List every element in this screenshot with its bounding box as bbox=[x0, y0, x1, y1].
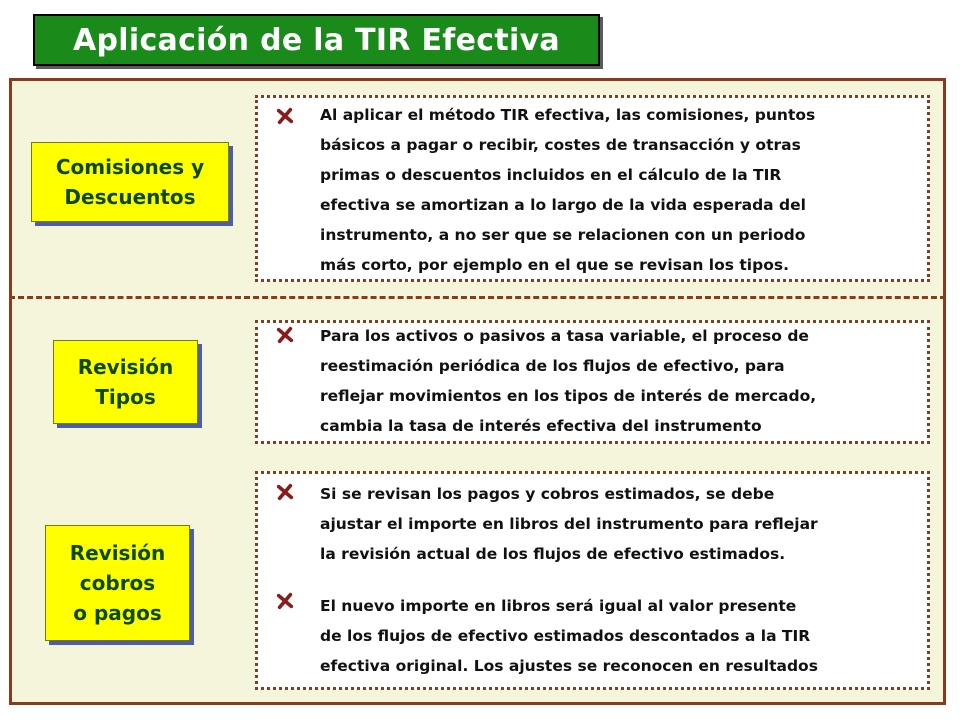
text-line: primas o descuentos incluidos en el cálculo de la TIR bbox=[320, 166, 782, 184]
label-line: Descuentos bbox=[64, 185, 196, 209]
text-line: más corto, por ejemplo en el que se revisan los tipos. bbox=[320, 256, 789, 274]
label-line: Revisión bbox=[69, 541, 166, 565]
text-line: reestimación periódica de los flujos de efectivo, para bbox=[320, 357, 785, 375]
x-mark-icon bbox=[276, 483, 294, 501]
text-line: instrumento, a no ser que se relacionen con un periodo bbox=[320, 226, 806, 244]
text-line: ajustar el importe en libros del instrumento para reflejar bbox=[320, 515, 818, 533]
text-box-revision-cobros bbox=[255, 471, 930, 690]
label-revision-cobros bbox=[45, 525, 190, 641]
text-line: Al aplicar el método TIR efectiva, las comisiones, puntos bbox=[320, 106, 816, 124]
title-banner bbox=[33, 14, 600, 66]
x-mark-icon bbox=[276, 592, 294, 610]
text-line: Si se revisan los pagos y cobros estimados, se debe bbox=[320, 485, 775, 503]
x-mark-icon bbox=[276, 107, 294, 125]
label-line: cobros bbox=[79, 571, 156, 595]
text-box-comisiones bbox=[255, 95, 930, 282]
label-line: Comisiones y bbox=[55, 155, 205, 179]
text-line: básicos a pagar o recibir, costes de transacción y otras bbox=[320, 136, 801, 154]
label-line: Tipos bbox=[95, 385, 156, 409]
bullet-text bbox=[320, 321, 917, 441]
label-line: Revisión bbox=[77, 355, 174, 379]
x-mark-icon bbox=[276, 326, 294, 344]
text-line: de los flujos de efectivo estimados descontados a la TIR bbox=[320, 627, 811, 645]
label-revision-tipos bbox=[53, 340, 198, 424]
page-title: Aplicación de la TIR Efectiva bbox=[73, 22, 560, 58]
text-line: cambia la tasa de interés efectiva del instrumento bbox=[320, 417, 762, 435]
bullet-text bbox=[320, 591, 917, 681]
label-line: o pagos bbox=[73, 601, 162, 625]
text-line: reflejar movimientos en los tipos de interés de mercado, bbox=[320, 387, 817, 405]
section-divider bbox=[9, 296, 946, 299]
text-line: la revisión actual de los flujos de efectivo estimados. bbox=[320, 545, 786, 563]
bullet-text bbox=[320, 100, 917, 280]
text-line: efectiva se amortizan a lo largo de la vida esperada del bbox=[320, 196, 806, 214]
text-line: efectiva original. Los ajustes se reconocen en resultados bbox=[320, 657, 818, 675]
text-line: El nuevo importe en libros será igual al valor presente bbox=[320, 597, 797, 615]
text-box-revision-tipos bbox=[255, 320, 930, 444]
label-comisiones bbox=[31, 142, 229, 222]
bullet-text bbox=[320, 479, 917, 569]
text-line: Para los activos o pasivos a tasa variable, el proceso de bbox=[320, 327, 809, 345]
